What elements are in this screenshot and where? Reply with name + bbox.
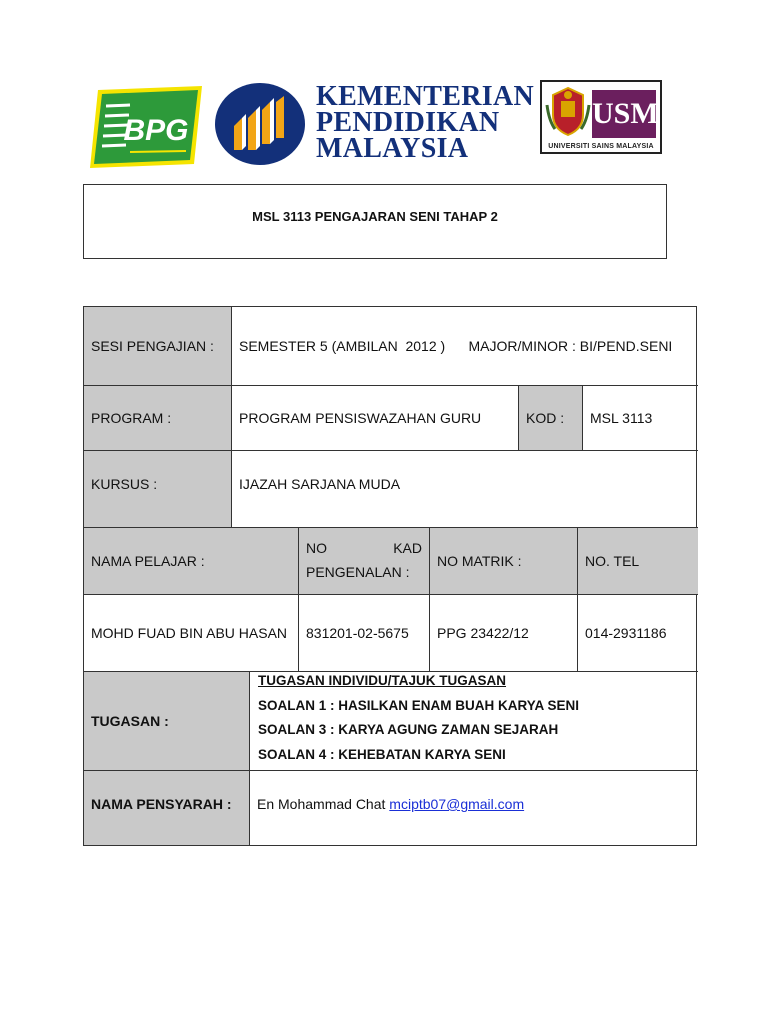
tugasan-item-2: SOALAN 3 : KARYA AGUNG ZAMAN SEJARAH bbox=[258, 722, 559, 737]
kpm-emblem-icon bbox=[214, 82, 306, 166]
ic-label-cell bbox=[299, 528, 430, 595]
kpm-line-3: MALAYSIA bbox=[316, 133, 469, 164]
matrik-value-cell bbox=[430, 595, 578, 672]
ic-value-cell bbox=[299, 595, 430, 672]
tel-value-cell bbox=[578, 595, 698, 672]
kursus-label-cell bbox=[84, 451, 232, 528]
tel-label-cell bbox=[578, 528, 698, 595]
kod-value: MSL 3113 bbox=[590, 410, 653, 426]
kod-value-cell bbox=[583, 386, 698, 451]
bpg-logo bbox=[90, 84, 205, 168]
kursus-value-cell bbox=[232, 451, 698, 528]
usm-caption: UNIVERSITI SAINS MALAYSIA bbox=[548, 143, 654, 150]
tugasan-label-cell bbox=[84, 672, 250, 771]
sesi-label-cell bbox=[84, 307, 232, 386]
tugasan-item-1: SOALAN 1 : HASILKAN ENAM BUAH KARYA SENI bbox=[258, 697, 580, 713]
tel-value: 014-2931186 bbox=[585, 625, 667, 641]
ic-label-no: NO bbox=[306, 540, 327, 556]
kod-label-cell bbox=[519, 386, 583, 451]
program-label: PROGRAM : bbox=[91, 410, 172, 426]
sesi-value: SEMESTER 5 (AMBILAN 2012 ) MAJOR/MINOR : BI/PEND.SENI bbox=[239, 338, 673, 354]
matrik-label: NO MATRIK : bbox=[437, 553, 522, 569]
matrik-label-cell bbox=[430, 528, 578, 595]
nama-value-cell bbox=[84, 595, 299, 672]
pensyarah-label-cell bbox=[84, 771, 250, 845]
nama-value: MOHD FUAD BIN ABU HASAN bbox=[91, 625, 288, 641]
pensyarah-name: En Mohammad Chat bbox=[257, 796, 386, 812]
kpm-line-2: PENDIDIKAN bbox=[316, 107, 500, 138]
kursus-value: IJAZAH SARJANA MUDA bbox=[239, 476, 401, 492]
sesi-label: SESI PENGAJIAN : bbox=[91, 338, 214, 354]
tugasan-item-3: SOALAN 4 : KEHEBATAN KARYA SENI bbox=[258, 746, 506, 762]
usm-logo bbox=[540, 80, 662, 154]
ic-value: 831201-02-5675 bbox=[306, 625, 409, 641]
kpm-line-1: KEMENTERIAN bbox=[316, 81, 534, 112]
kursus-label: KURSUS : bbox=[91, 476, 158, 492]
tel-label: NO. TEL bbox=[585, 553, 640, 569]
matrik-value: PPG 23422/12 bbox=[437, 625, 529, 641]
pensyarah-email-link[interactable]: mciptb07@gmail.com bbox=[389, 796, 525, 812]
program-value-cell bbox=[232, 386, 519, 451]
pensyarah-label: NAMA PENSYARAH : bbox=[91, 796, 232, 812]
kpm-wordmark bbox=[316, 81, 534, 164]
nama-label-cell bbox=[84, 528, 299, 595]
course-title: MSL 3113 PENGAJARAN SENI TAHAP 2 bbox=[252, 209, 498, 224]
program-label-cell bbox=[84, 386, 232, 451]
ic-label-pengenalan: PENGENALAN : bbox=[306, 564, 410, 580]
sesi-value-cell bbox=[232, 307, 698, 386]
pensyarah-value-cell bbox=[250, 771, 698, 845]
tugasan-label: TUGASAN : bbox=[91, 713, 169, 729]
usm-crest-icon bbox=[545, 85, 591, 139]
tugasan-content bbox=[258, 669, 696, 767]
cover-form-table bbox=[83, 306, 697, 846]
logo-strip bbox=[0, 80, 768, 170]
kod-label: KOD : bbox=[526, 410, 565, 426]
program-value: PROGRAM PENSISWAZAHAN GURU bbox=[239, 410, 482, 426]
usm-wordmark: USM bbox=[592, 90, 656, 138]
bpg-logo-text: BPG bbox=[123, 114, 189, 147]
ic-label-kad: KAD bbox=[393, 540, 422, 556]
nama-label: NAMA PELAJAR : bbox=[91, 553, 205, 569]
tugasan-heading: TUGASAN INDIVIDU/TAJUK TUGASAN bbox=[258, 673, 507, 688]
course-title-box bbox=[83, 184, 667, 259]
